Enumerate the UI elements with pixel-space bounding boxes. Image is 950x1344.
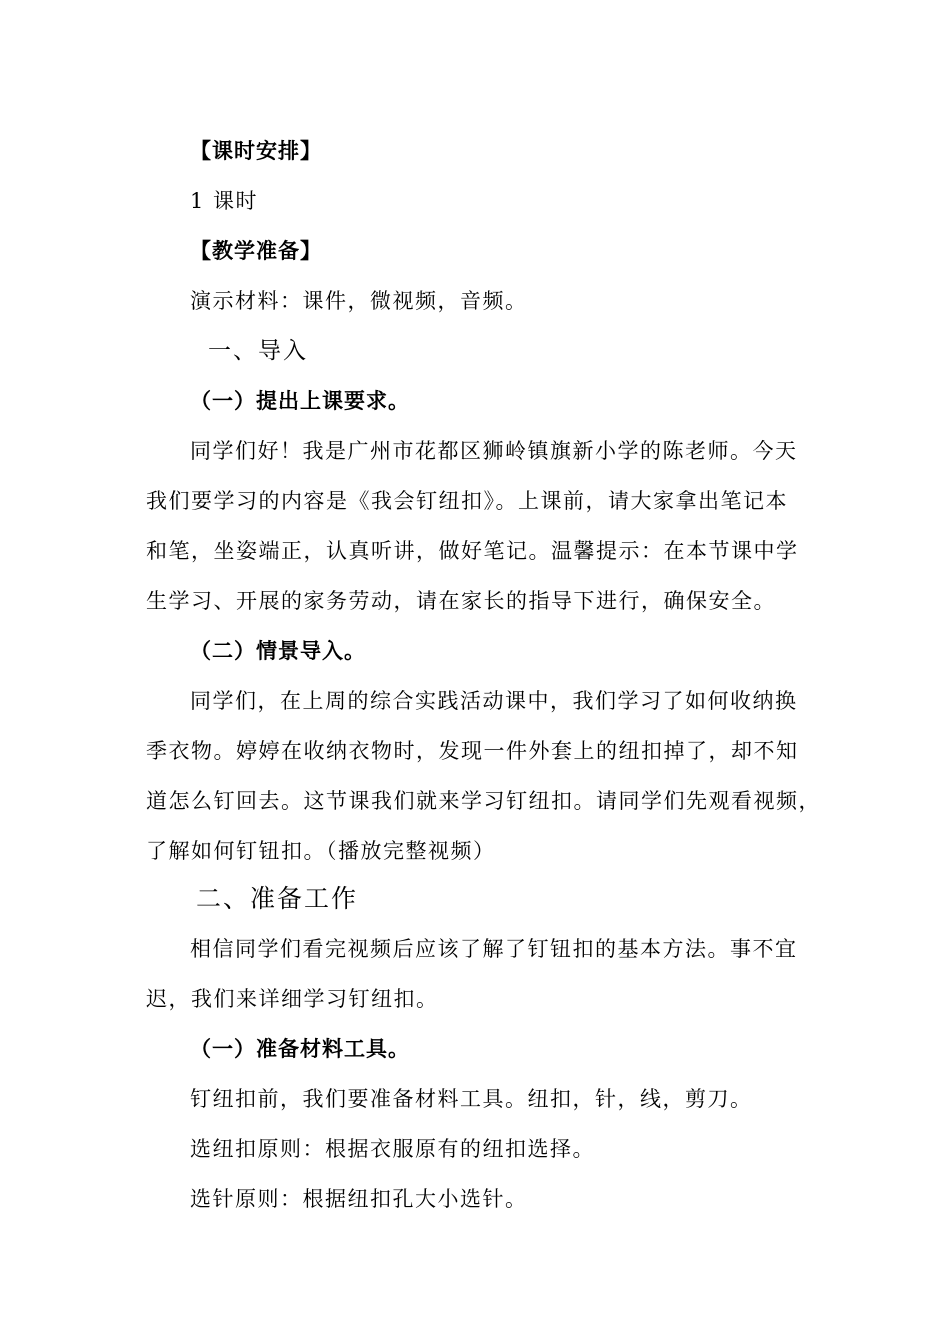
prep-heading: 【教学准备】 bbox=[190, 239, 322, 263]
paragraph-line: 迟，我们来详细学习钉纽扣。 bbox=[146, 987, 439, 1011]
part1-heading: 一、导入 bbox=[208, 338, 308, 364]
part2-heading: 二、准备工作 bbox=[196, 884, 359, 913]
paragraph-line: 生学习、开展的家务劳动，请在家长的指导下进行，确保安全。 bbox=[146, 589, 776, 613]
part1-subheading-1: （一）提出上课要求。 bbox=[190, 389, 410, 413]
paragraph-line: 道怎么钉回去。这节课我们就来学习钉纽扣。请同学们先观看视频， bbox=[146, 789, 821, 813]
paragraph-line: 了解如何钉钮扣。（播放完整视频） bbox=[146, 839, 496, 863]
paragraph-line: 同学们好！我是广州市花都区狮岭镇旗新小学的陈老师。今天 bbox=[190, 439, 798, 463]
paragraph-line: 选针原则：根据纽扣孔大小选针。 bbox=[190, 1187, 528, 1211]
schedule-heading: 【课时安排】 bbox=[190, 139, 322, 163]
part1-subheading-2: （二）情景导入。 bbox=[190, 639, 366, 663]
paragraph-line: 同学们，在上周的综合实践活动课中，我们学习了如何收纳换 bbox=[190, 689, 798, 713]
paragraph-line: 钉纽扣前，我们要准备材料工具。纽扣，针，线，剪刀。 bbox=[190, 1087, 753, 1111]
schedule-text: 1 课时 bbox=[190, 189, 259, 213]
paragraph-line: 相信同学们看完视频后应该了解了钉钮扣的基本方法。事不宜 bbox=[190, 937, 798, 961]
prep-text: 演示材料：课件，微视频，音频。 bbox=[190, 289, 528, 313]
paragraph-line: 季衣物。婷婷在收纳衣物时，发现一件外套上的纽扣掉了，却不知 bbox=[146, 739, 799, 763]
paragraph-line: 选纽扣原则：根据衣服原有的纽扣选择。 bbox=[190, 1137, 595, 1161]
paragraph-line: 我们要学习的内容是《我会钉纽扣》。上课前，请大家拿出笔记本 bbox=[146, 489, 788, 513]
paragraph-line: 和笔，坐姿端正，认真听讲，做好笔记。温馨提示：在本节课中学 bbox=[146, 539, 799, 563]
part2-subheading-1: （一）准备材料工具。 bbox=[190, 1037, 410, 1061]
